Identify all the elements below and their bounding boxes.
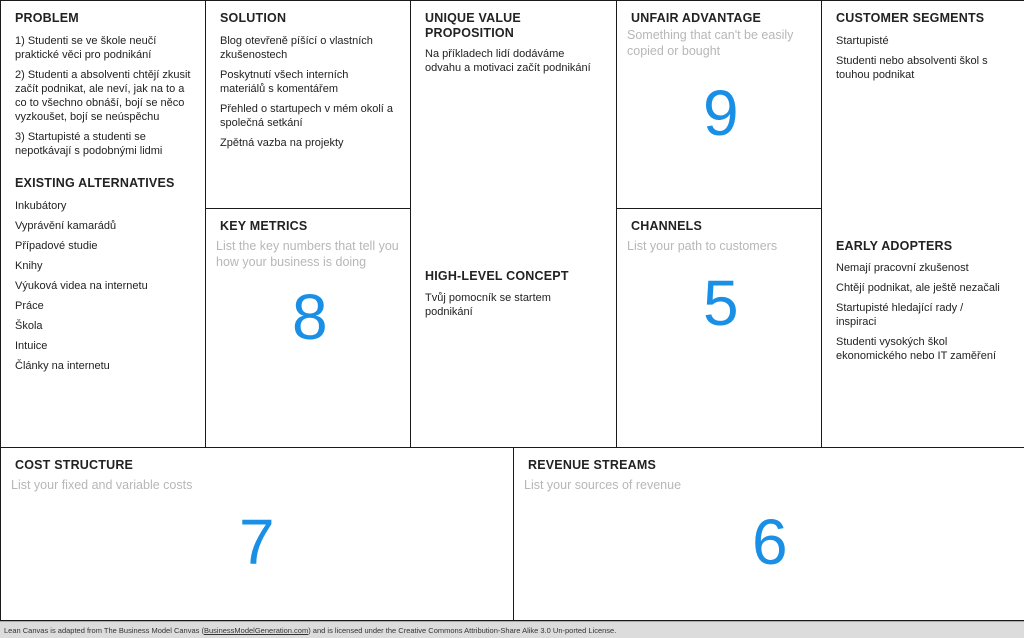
revenue-streams-hint: List your sources of revenue xyxy=(524,478,682,492)
solution-title: SOLUTION xyxy=(220,11,287,25)
key-metrics-number: 8 xyxy=(292,281,328,353)
footer-text-after: ) and is licensed under the Creative Commons Attribution-Share Alike 3.0 Un-ported License. xyxy=(308,626,617,635)
solution-item: Zpětná vazba na projekty xyxy=(220,137,344,149)
unfair-advantage-cell[interactable] xyxy=(616,0,822,209)
problem-title: PROBLEM xyxy=(15,11,79,25)
solution-item: Blog otevřeně píšící o vlastních zkušenostech xyxy=(220,35,373,61)
key-metrics-hint: List the key numbers that tell you how your business is doing xyxy=(216,239,399,269)
revenue-streams-cell[interactable] xyxy=(513,447,1024,621)
uvp-title: UNIQUE VALUE PROPOSITION xyxy=(425,11,521,40)
channels-cell[interactable] xyxy=(616,208,822,448)
cost-structure-number: 7 xyxy=(239,506,275,578)
uvp-item: Na příkladech lidí dodáváme odvahu a motivaci začít podnikání xyxy=(425,48,591,74)
problem-item: 3) Startupisté a studenti se nepotkávají s podobnými lidmi xyxy=(15,131,163,157)
problem-item: 2) Studenti a absolventi chtějí zkusit začít podnikat, ale neví, jak na to a co to všechno obnáší, bojí se něco vyzkoušet, bojí se neúspěchu xyxy=(15,69,191,123)
revenue-streams-title: REVENUE STREAMS xyxy=(528,458,657,472)
customer-segments-cell[interactable] xyxy=(821,0,1024,448)
alternative-item: Intuice xyxy=(15,340,48,352)
customer-segments-title: CUSTOMER SEGMENTS xyxy=(836,11,985,25)
solution-item: Poskytnutí všech interních materiálů s komentářem xyxy=(220,69,349,95)
customer-segment-item: Startupisté xyxy=(836,35,889,47)
key-metrics-cell[interactable] xyxy=(205,208,411,448)
alternative-item: Případové studie xyxy=(15,240,98,252)
unfair-advantage-number: 9 xyxy=(703,77,739,149)
customer-segment-item: Studenti nebo absolventi škol s touhou podnikat xyxy=(836,55,988,81)
license-footer xyxy=(0,621,1024,638)
alternative-item: Knihy xyxy=(15,260,43,272)
uvp-cell[interactable] xyxy=(410,0,617,448)
solution-cell[interactable] xyxy=(205,0,411,209)
existing-alternatives-title: EXISTING ALTERNATIVES xyxy=(15,176,175,190)
early-adopter-item: Chtějí podnikat, ale ještě nezačali xyxy=(836,282,1000,294)
channels-number: 5 xyxy=(703,267,739,339)
early-adopters-title: EARLY ADOPTERS xyxy=(836,239,953,253)
alternative-item: Škola xyxy=(15,320,43,332)
cost-structure-cell[interactable] xyxy=(0,447,514,621)
alternative-item: Práce xyxy=(15,300,44,312)
early-adopter-item: Studenti vysokých škol ekonomického nebo IT zaměření xyxy=(836,336,996,362)
high-level-concept-title: HIGH-LEVEL CONCEPT xyxy=(425,269,569,283)
alternative-item: Články na internetu xyxy=(15,360,110,372)
footer-text-before: Lean Canvas is adapted from The Business Model Canvas ( xyxy=(4,626,204,635)
problem-cell[interactable] xyxy=(0,0,206,448)
revenue-streams-number: 6 xyxy=(752,506,788,578)
channels-hint: List your path to customers xyxy=(627,239,778,253)
channels-title: CHANNELS xyxy=(631,219,703,233)
cost-structure-title: COST STRUCTURE xyxy=(15,458,134,472)
business-model-generation-link[interactable]: BusinessModelGeneration.com xyxy=(203,626,309,635)
alternative-item: Vyprávění kamarádů xyxy=(15,220,117,232)
unfair-advantage-hint: Something that can't be easily copied or bought xyxy=(627,28,794,58)
cost-structure-hint: List your fixed and variable costs xyxy=(11,478,193,492)
early-adopter-item: Startupisté hledající rady / inspiraci xyxy=(836,302,964,328)
alternative-item: Výuková videa na internetu xyxy=(15,280,148,292)
key-metrics-title: KEY METRICS xyxy=(220,219,308,233)
solution-item: Přehled o startupech v mém okolí a společná setkání xyxy=(220,103,394,129)
early-adopter-item: Nemají pracovní zkušenost xyxy=(836,262,969,274)
high-level-concept-item: Tvůj pomocník se startem podnikání xyxy=(425,292,551,318)
problem-item: 1) Studenti se ve škole neučí praktické věci pro podnikání xyxy=(15,35,157,61)
alternative-item: Inkubátory xyxy=(15,200,67,212)
unfair-advantage-title: UNFAIR ADVANTAGE xyxy=(631,11,762,25)
